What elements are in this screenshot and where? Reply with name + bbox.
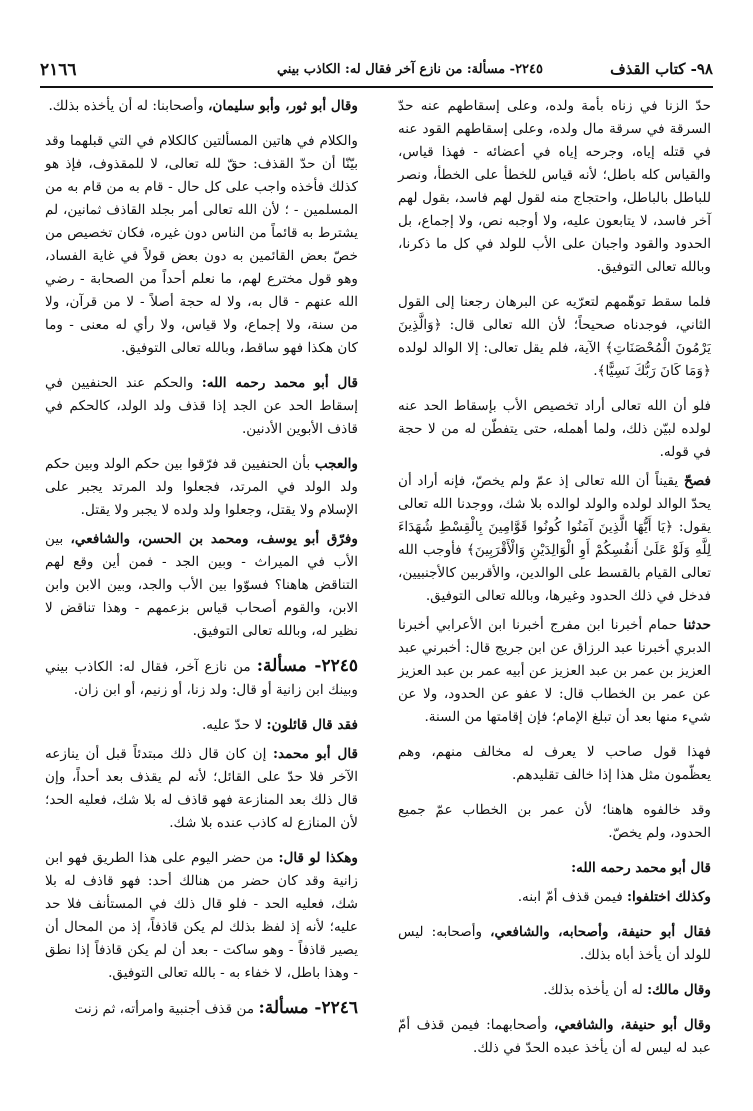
paragraph-text: والكلام في هاتين المسألتين كالكلام في التي قبلهما وقد بيّنّا أن حدّ القذف: حقّ لله تعالى، لا للمقذوف، فإذ هو كذلك فأخذه واجب على كل حال - قام به من قام به من المسلمين - ؛ لأن الله تعالى أمر بجلد القاذف ثمانين، لم يشترط به قائماً من الناس دون غيره، فكان تخصيص من خصّ بعض القائمين به دون بعض قولاً في غاية الفساد، وهو قول مخترع لهم، ما نعلم أحداً من الصحابة - رضي الله عنهم - قال به، ولا له حجة أصلاً - لا من قرآن، ولا من سنة، ولا إجماع، ولا قياس، ولا رأي له معنى - وما كان هكذا فهو ساقط، وبالله تعالى التوفيق.	[45, 133, 358, 356]
paragraph-lead: وكذلك اختلفوا:	[627, 889, 711, 905]
paragraph-text: فهذا قول صاحب لا يعرف له مخالف منهم، وهم يعظّمون مثل هذا إذا خالف تقليدهم.	[398, 744, 711, 783]
paragraph	[398, 95, 711, 279]
paragraph	[398, 886, 711, 909]
paragraph	[45, 453, 358, 522]
page-number: ٢١٦٦	[40, 60, 77, 80]
paragraph-text: وقد خالفوه هاهنا؛ لأن عمر بن الخطاب عمّ جميع الحدود، ولم يخصّ.	[398, 802, 711, 841]
paragraph-text: حمام أخبرنا ابن مفرج أخبرنا ابن الأعرابي أخبرنا الدبري أخبرنا عبد الرزاق عن ابن جريج قال: أخبرني عبد العزيز بن عمر بن عبد العزيز عن أبيه عمر بن عبد العزيز عن عمر بن الخطاب قال: لا عفو عن الحدود، ولا عن شيء منها بعد أن تبلغ الإمام؛ فإن إقامتها من السنة.	[398, 617, 711, 725]
paragraph-text: والحكم عند الحنفيين في إسقاط الحد عن الجد إذا قذف ولد الولد، كالحكم في قاذف الأبوين الأدنين.	[45, 375, 358, 437]
paragraph	[45, 528, 358, 643]
paragraph	[398, 741, 711, 787]
paragraph-lead: فصحّ	[683, 473, 711, 489]
paragraph-lead: قال أبو محمد رحمه الله:	[201, 375, 359, 391]
paragraph-text: حدّ الزنا في زناه بأمة ولده، وعلى إسقاطهم عنه حدّ السرقة في سرقة مال ولده، وعلى إسقاطهم القود عنه في قتله إياه، وجرحه إياه في أعضائه - فهذا قياس، والقياس كله باطل؛ لأنه قياس للخطأ على الخطأ، ونصر للباطل بالباطل، واحتجاج منه لقول لهم فاسد، بقول لهم آخر فاسد، لا يتابعون عليه، ولا أوجبه نص، ولا إجماع، بل الحدود والقود واجبان على الأب للولد في كل ما ذكرنا، وبالله تعالى التوفيق.	[398, 98, 711, 275]
paragraph	[45, 95, 358, 118]
paragraph	[45, 743, 358, 835]
paragraph-text: وأصحابنا: له أن يأخذه بذلك.	[48, 98, 209, 114]
page-header	[40, 60, 713, 84]
paragraph	[398, 291, 711, 383]
paragraph-text: وأصحابهما: فيمن قذف أمّ عبد له ليس له أن يأخذ عبده الحدّ في ذلك.	[398, 1017, 711, 1056]
paragraph	[45, 130, 358, 360]
paragraph-lead: وقال أبو حنيفة، والشافعي،	[554, 1017, 711, 1033]
paragraph-text: وأصحابه: ليس للولد أن يأخذ أباه بذلك.	[398, 924, 711, 963]
paragraph	[398, 395, 711, 464]
paragraph-lead: حدثنا	[683, 617, 711, 633]
paragraph	[45, 847, 358, 985]
paragraph-lead: قال أبو محمد رحمه الله:	[571, 860, 711, 876]
paragraph-lead: وقال أبو ثور، وأبو سليمان،	[208, 98, 358, 114]
paragraph	[398, 1014, 711, 1060]
paragraph	[398, 857, 711, 880]
issue-2246	[45, 997, 358, 1021]
issue-heading: ٢٢٤٥- مسألة:	[256, 656, 358, 676]
paragraph-text: من قذف أجنبية وامرأته، ثم زنت	[74, 1001, 259, 1017]
paragraph-text: بين الأب في الميراث - وبين الجد - فمن أين وقع لهم التناقض هاهنا؟ فسوّوا بين الأب والجد، وبين الابن وابن الابن، والقوم أصحاب قياس بزعمهم - وهذا تناقض لا نظير له، وبالله تعالى التوفيق.	[45, 531, 358, 639]
paragraph-lead: وهكذا لو قال:	[278, 850, 358, 866]
paragraph-text: فيمن قذف أمّ ابنه.	[517, 889, 628, 905]
paragraph-text: من نازع آخر، فقال له: الكاذب بيني وبينك ابن زانية أو قال: ولد زنا، أو زنيم، أو ابن زان.	[45, 659, 358, 698]
paragraph	[398, 799, 711, 845]
left-column	[45, 95, 358, 1027]
paragraph-lead: فقال أبو حنيفة، وأصحابه، والشافعي،	[490, 924, 712, 940]
book-section-title: ٩٨- كتاب القذف	[610, 60, 713, 78]
paragraph	[45, 714, 358, 737]
paragraph-lead: وفرّق أبو يوسف، ومحمد بن الحسن، والشافعي،	[70, 531, 358, 547]
paragraph	[398, 979, 711, 1002]
running-title: ٢٢٤٥- مسألة: من نازع آخر فقال له: الكاذب بيني	[276, 62, 543, 77]
paragraph	[398, 921, 711, 967]
paragraph	[398, 470, 711, 608]
paragraph-text: فلو أن الله تعالى أراد تخصيص الأب بإسقاط الحد عنه لولده لبيّن ذلك، ولما أهمله، حتى يتفطّن له من لا حجة في قوله.	[398, 398, 711, 460]
paragraph-text: إن كان قال ذلك مبتدئاً قبل أن ينازعه الآخر فلا حدّ على القائل؛ لأنه لم يقذف بعد أحداً، وإن قال ذلك بعد المنازعة فهو قاذف له بلا شك، فعليه الحد؛ لأن المنازع له كاذب عنده بلا شك.	[45, 746, 358, 831]
paragraph-lead: قال أبو محمد:	[272, 746, 358, 762]
issue-heading: ٢٢٤٦- مسألة:	[258, 998, 358, 1018]
paragraph-lead: فقد قال قائلون:	[266, 717, 358, 733]
paragraph-text: فلما سقط توهّمهم لتعرّيه عن البرهان رجعنا إلى القول الثاني، فوجدناه صحيحاً؛ لأن الله تعالى قال: ﴿وَالَّذِينَ يَرْمُونَ الْمُحْصَنَاتِ﴾ الآية، فلم يقل تعالى: إلا الوالد لولده ﴿وَمَا كَانَ رَبُّكَ نَسِيًّا﴾.	[398, 294, 711, 379]
paragraph-text: له أن يأخذه بذلك.	[543, 982, 648, 998]
paragraph-lead: والعجب	[314, 456, 358, 472]
paragraph-lead: وقال مالك:	[647, 982, 711, 998]
paragraph-text: لا حدّ عليه.	[201, 717, 267, 733]
paragraph	[45, 372, 358, 441]
header-rule	[40, 86, 713, 88]
paragraph-text: من حضر اليوم على هذا الطريق فهو ابن زانية وقد كان حضر من هنالك أحد: فهو قاذف له بلا شك، فعليه الحد - فلو قال ذلك في المستأنف فلا حد عليه؛ لأنه إذ لفظ بذلك لم يكن قاذفاً، إذ من المحال أن يصير قاذفاً - وهو ساكت - بعد أن لم يكن قاذفاً إذا نطق - وهذا باطل، لا خفاء به - بالله تعالى التوفيق.	[45, 850, 358, 981]
paragraph	[398, 614, 711, 729]
paragraph-text: يقيناً أن الله تعالى إذ عمّ ولم يخصّ، فإنه أراد أن يحدّ الوالد لولده والولد لوالده بلا شك، ووجدنا الله تعالى يقول: ﴿يَا أَيُّهَا الَّذِينَ آمَنُوا كُونُوا قَوَّامِينَ بِالْقِسْطِ شُهَدَاءَ لِلَّهِ وَلَوْ عَلَىٰ أَنفُسِكُمْ أَوِ الْوَالِدَيْنِ وَالْأَقْرَبِينَ﴾ فأوجب الله تعالى القيام بالقسط على الوالدين، والأقربين كالأجنبيين، فدخل في ذلك الحدود وغيرها، وبالله تعالى التوفيق.	[398, 473, 711, 604]
issue-2245	[45, 655, 358, 702]
paragraph-text: بأن الحنفيين قد فرّقوا بين حكم الولد وبين حكم ولد الولد في المرتد، فجعلوا ولد المرتد يجبر على الإسلام ولا يقتل، وجعلوا ولد ولده لا يجبر ولا يقتل.	[45, 456, 358, 518]
right-column	[398, 95, 711, 1066]
